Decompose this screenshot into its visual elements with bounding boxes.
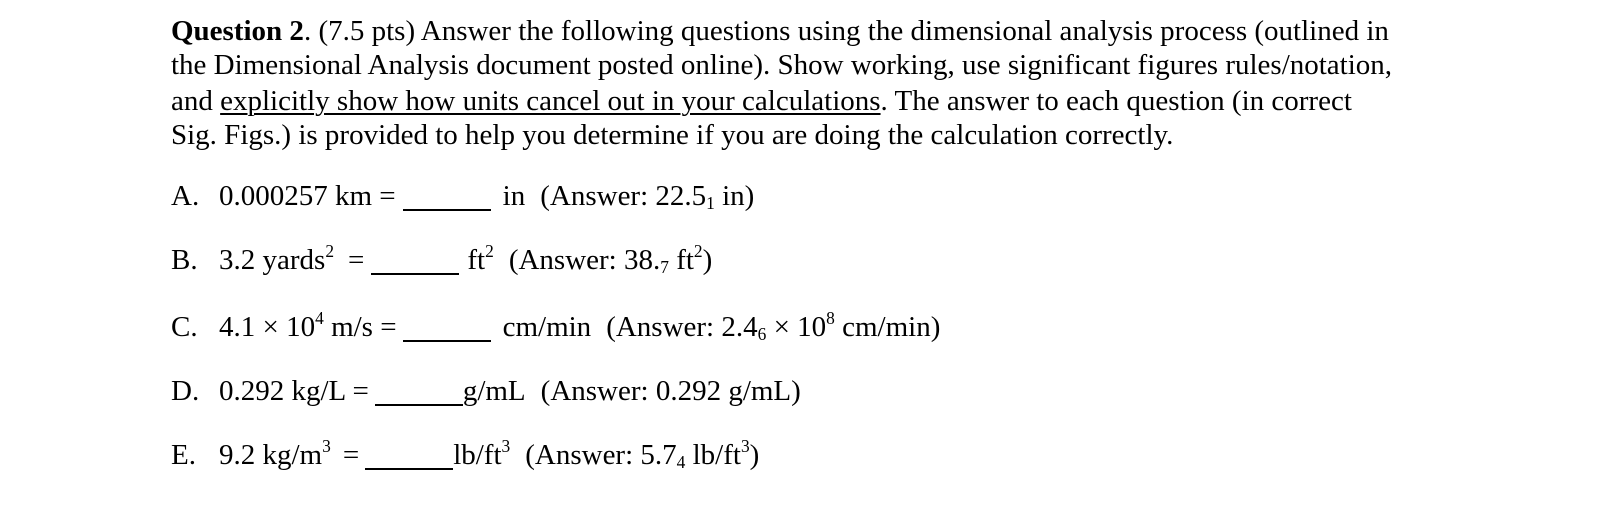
answer-blank: [403, 340, 491, 342]
answer-blank: [371, 273, 459, 275]
target-unit: $ft^2$: [467, 241, 494, 276]
problem-item-a: [171, 178, 754, 214]
underlined-emphasis: explicitly show how units cancel out in your calculations: [220, 85, 881, 117]
answer-hint: (Answer: $38._7$ $ft^2$): [508, 241, 713, 277]
item-letter: D.: [171, 375, 200, 407]
answer-hint: (Answer: 0.292 g/mL): [540, 375, 801, 407]
answer-blank: [403, 209, 491, 211]
item-letter: C.: [171, 311, 198, 343]
instructions-line-2: the Dimensional Analysis document posted online). Show working, use significant figures rules/notation,: [171, 49, 1393, 81]
problem-item-c: [171, 309, 940, 345]
answer-blank: [375, 404, 463, 406]
question-heading: Question 2: [171, 15, 304, 47]
given-quantity: 3.2 yards$^2$: [219, 241, 335, 276]
answer-hint: (Answer: $22.5_1$ in): [540, 180, 755, 213]
problem-item-b: B. 3.2 yards$^2$ = $ft^2$ (Answer: $38._7$ $ft^2$): [171, 241, 713, 277]
problem-item-e: E. 9.2 $kg/m^3 = lb/ft^3$ (Answer: $5.7_4$ $lb/ft^3$): [171, 436, 760, 472]
instructions-line-3: and explicitly show how units cancel out in your calculations. The answer to each question (in correct: [171, 85, 1352, 117]
points-label: (7.5 pts): [318, 15, 416, 47]
instructions-line-4: Sig. Figs.) is provided to help you determine if you are doing the calculation correctly.: [171, 119, 1174, 151]
given-quantity: 9.2 $kg/m^3$: [219, 436, 331, 471]
target-unit: in: [502, 180, 526, 212]
answer-hint: (Answer: $5.7_4$ $lb/ft^3$): [525, 436, 760, 472]
given-quantity: $4.1 \times 10^4$ m/s =: [219, 308, 397, 343]
question-instructions: [171, 14, 1461, 152]
answer-blank: [365, 468, 453, 470]
item-letter: E.: [171, 439, 196, 471]
target-unit: $lb/ft^3$: [453, 436, 511, 471]
item-letter: A.: [171, 180, 200, 212]
target-unit: g/mL: [462, 375, 526, 407]
given-quantity: 0.000257 km =: [219, 180, 396, 212]
given-quantity: 0.292 kg/L =: [219, 375, 369, 407]
problem-item-d: [171, 373, 801, 409]
instructions-line-1: Question 2. (7.5 pts) Answer the following questions using the dimensional analysis process (outlined in: [171, 15, 1389, 47]
answer-hint: (Answer: $2.4_6 \times 10^8$ cm/min): [606, 308, 941, 344]
item-letter: B.: [171, 244, 198, 276]
target-unit: cm/min: [502, 311, 592, 343]
